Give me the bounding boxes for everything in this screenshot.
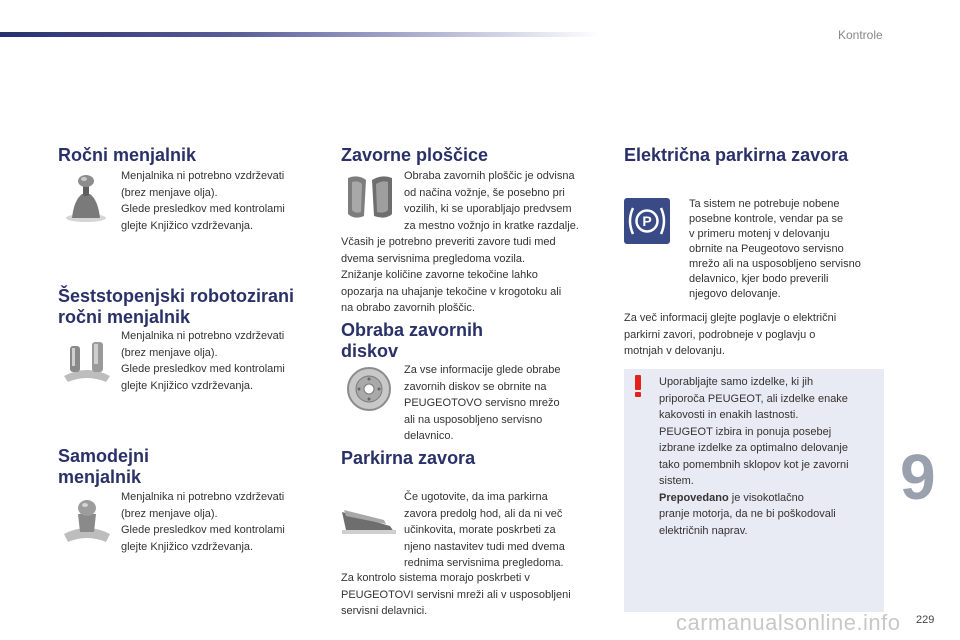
brake-discs-text: Za vse informacije glede obrabe zavornih diskov se obrnite na PEUGEOTOVO servisno mrežo ali na usposobljeno servisno delavnico. bbox=[404, 364, 561, 442]
brake-disc-icon bbox=[346, 366, 392, 412]
section-title: Kontrole bbox=[838, 28, 883, 42]
svg-text:P: P bbox=[642, 213, 652, 229]
heading-brake-pads: Zavorne ploščice bbox=[341, 145, 489, 165]
automatic-gearbox-text: Menjalnika ni potrebno vzdrževati (brez menjave olja). Glede presledkov med kontrolami glejte Knjižico vzdrževanja. bbox=[121, 491, 285, 553]
brake-pads-text: Včasih je potrebno preveriti zavore tudi med dvema servisnima pregledoma vozila. Znižanje količine zavorne tekočine lahko opozarja na uhajanje tekočine v krogotoku ali na obrabo zavornih ploščic. bbox=[341, 236, 562, 314]
parking-brake-text-short: Če ugotovite, da ima parkirna zavora predolg hod, ali da ni več učinkovita, morate poskrbeti za njeno nastavitev tudi med dvema rednima servisnima pregledoma. bbox=[404, 491, 565, 569]
brake-pads-text-short: Obraba zavornih ploščic je odvisna od načina vožnje, še posebno pri vozilih, ki se uporabljajo predvsem za mestno vožnjo in kratke razdalje. bbox=[404, 170, 579, 232]
heading-manual-gearbox: Ročni menjalnik bbox=[58, 145, 197, 165]
manual-gearbox-text: Menjalnika ni potrebno vzdrževati (brez menjave olja). Glede presledkov med kontrolami glejte Knjižico vzdrževanja. bbox=[121, 170, 285, 232]
warning-text: Uporabljajte samo izdelke, ki jih priporoča PEUGEOT, ali izdelke enake kakovosti in enakih lastnosti. PEUGEOT izbira in ponuja posebej izbrane izdelke za optimalno delovanje tako pomembnih sklopov kot je zavorni sistem. Prepovedano je visokotlačno pranje motorja, da ne bi poškodovali električnih naprav. bbox=[659, 376, 849, 537]
brake-pads-icon bbox=[344, 172, 396, 222]
parking-brake-lever-icon bbox=[340, 502, 398, 536]
page-number: 229 bbox=[916, 614, 935, 626]
heading-parking-brake: Parkirna zavora bbox=[341, 448, 476, 468]
robot-gearbox-text: Menjalnika ni potrebno vzdrževati (brez menjave olja). Glede presledkov med kontrolami glejte Knjižico vzdrževanja. bbox=[121, 330, 285, 392]
parking-brake-text: Za kontrolo sistema morajo poskrbeti v PEUGEOTOVI servisni mreži ali v usposobljeni servisni delavnici. bbox=[341, 572, 571, 617]
heading-electric-parking-brake: Električna parkirna zavora bbox=[624, 145, 849, 165]
automatic-gear-selector-icon bbox=[60, 494, 114, 544]
heading-brake-discs: Obraba zavornih diskov bbox=[341, 320, 484, 361]
footer-watermark: carmanualsonline.info bbox=[676, 610, 901, 635]
header-bar bbox=[0, 32, 600, 37]
electric-parking-brake-icon bbox=[624, 198, 670, 244]
heading-automatic-gearbox: Samodejni menjalnik bbox=[58, 446, 150, 487]
chapter-number: 9 bbox=[900, 441, 936, 513]
exclamation-warning-icon bbox=[630, 374, 646, 398]
electric-parking-brake-text-short: Ta sistem ne potrebuje nobene posebne kontrole, vendar pa se v primeru motenj v delovanju obrnite na Peugeotovo servisno mrežo ali na usposobljeno servisno delavnico, kjer bodo preverili njegovo delovanje. bbox=[689, 198, 861, 300]
gear-lever-icon bbox=[60, 172, 112, 224]
heading-robot-gearbox: Šeststopenjski robotozirani ročni menjalnik bbox=[58, 286, 295, 327]
electric-parking-brake-text: Za več informacij glejte poglavje o električni parkirni zavori, podrobneje v poglavju o motnjah v delovanju. bbox=[624, 312, 837, 357]
robot-gear-selector-icon bbox=[60, 334, 114, 384]
